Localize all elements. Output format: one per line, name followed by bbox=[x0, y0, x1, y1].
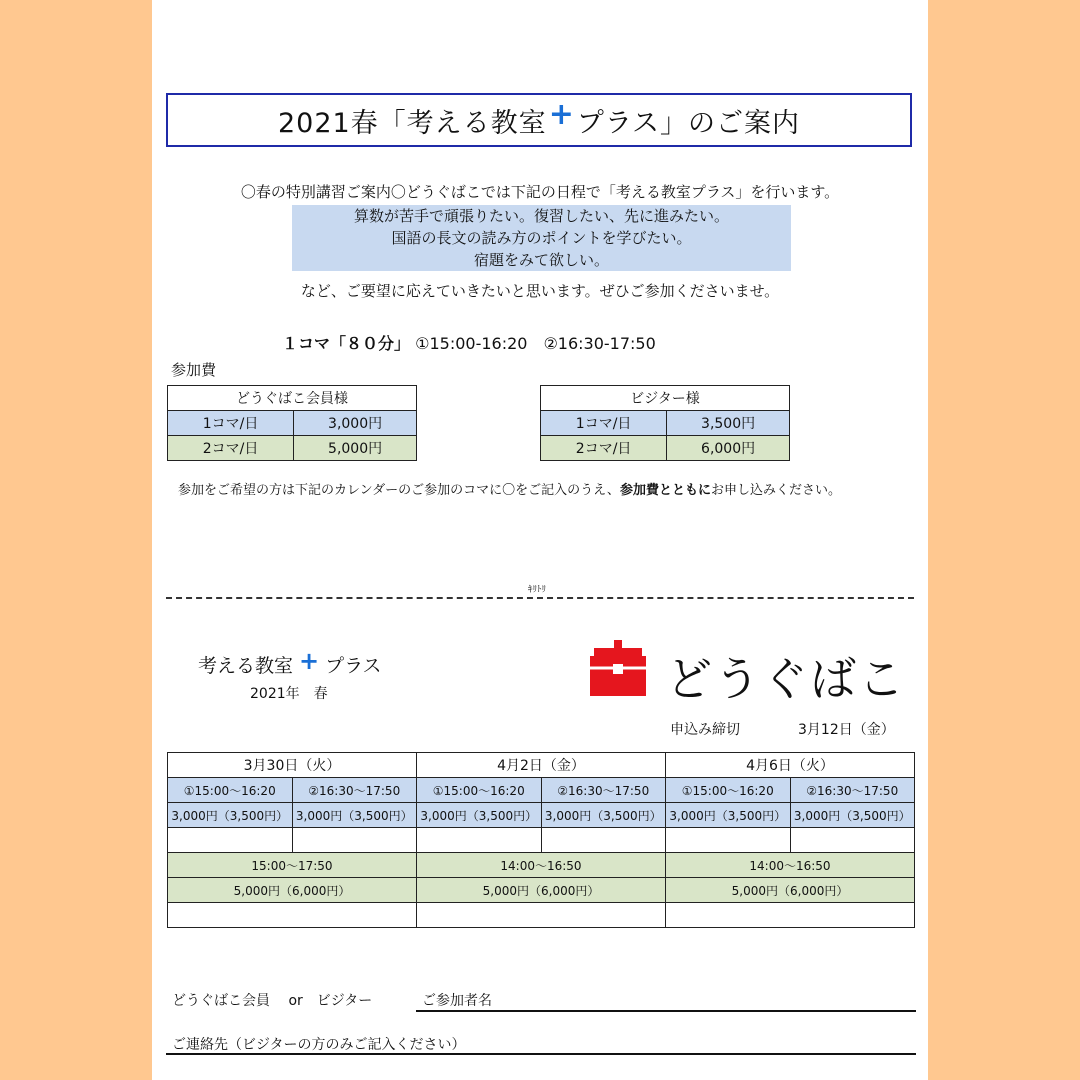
member-fee-header: どうぐばこ会員様 bbox=[168, 386, 417, 411]
toolbox-logo-icon bbox=[588, 638, 648, 698]
check-cell[interactable] bbox=[417, 828, 542, 853]
check-cell[interactable] bbox=[292, 828, 417, 853]
plus-icon: + bbox=[299, 647, 320, 675]
title-text-post: プラス」のご案内 bbox=[576, 107, 801, 139]
fee-cell: 3,000円 bbox=[294, 411, 417, 436]
application-note: 参加をご希望の方は下記のカレンダーのご参加のコマに〇をご記入のうえ、参加費とともにお申し込みください。 bbox=[178, 483, 841, 498]
highlight-box bbox=[292, 205, 791, 271]
double-price-cell: 5,000円（6,000円） bbox=[666, 878, 915, 903]
closing-text: など、ご要望に応えていきたいと思います。ぜひご参加くださいませ。 bbox=[300, 282, 780, 300]
logo-text: どうぐばこ bbox=[666, 652, 906, 706]
form-title: 考える教室 + プラス bbox=[198, 647, 382, 677]
check-cell[interactable] bbox=[666, 903, 915, 928]
date-header: 4月6日（火） bbox=[666, 753, 915, 778]
check-cell[interactable] bbox=[168, 828, 293, 853]
slot-cell: ①15:00～16:20 bbox=[417, 778, 542, 803]
check-cell[interactable] bbox=[417, 903, 666, 928]
session-label: １コマ「８０分」 bbox=[282, 334, 411, 353]
double-price-cell: 5,000円（6,000円） bbox=[417, 878, 666, 903]
fee-cell: 2コマ/日 bbox=[168, 436, 294, 461]
contact-field-line[interactable] bbox=[166, 1053, 916, 1055]
page-title bbox=[166, 93, 912, 147]
highlight-line: 宿題をみて欲しい。 bbox=[473, 251, 609, 269]
intro-text: 〇春の特別講習ご案内〇どうぐばこでは下記の日程で「考える教室プラス」を行います。 bbox=[240, 183, 840, 201]
visitor-fee-header: ビジター様 bbox=[541, 386, 790, 411]
slot-cell: ②16:30～17:50 bbox=[541, 778, 666, 803]
date-header: 4月2日（金） bbox=[417, 753, 666, 778]
check-cell[interactable] bbox=[541, 828, 666, 853]
name-field-line[interactable] bbox=[416, 1010, 916, 1012]
plus-icon: + bbox=[548, 96, 575, 132]
double-slot-time: 14:00～16:50 bbox=[417, 853, 666, 878]
contact-label: ご連絡先（ビジターの方のみご記入ください） bbox=[172, 1037, 466, 1053]
slot-cell: ②16:30～17:50 bbox=[790, 778, 915, 803]
price-cell: 3,000円（3,500円） bbox=[666, 803, 791, 828]
title-text-pre: 2021春「考える教室 bbox=[277, 107, 547, 139]
double-slot-time: 15:00～17:50 bbox=[168, 853, 417, 878]
cut-line bbox=[166, 597, 914, 599]
fee-cell: 6,000円 bbox=[667, 436, 790, 461]
visitor-fee-table bbox=[540, 385, 790, 461]
check-cell[interactable] bbox=[666, 828, 791, 853]
check-cell[interactable] bbox=[168, 903, 417, 928]
price-cell: 3,000円（3,500円） bbox=[790, 803, 915, 828]
double-price-cell: 5,000円（6,000円） bbox=[168, 878, 417, 903]
price-cell: 3,000円（3,500円） bbox=[292, 803, 417, 828]
session-times: ①15:00-16:20 ②16:30-17:50 bbox=[415, 334, 656, 353]
deadline-label: 申込み締切 bbox=[670, 722, 740, 738]
calendar-table bbox=[167, 752, 915, 928]
deadline-date: 3月12日（金） bbox=[798, 722, 895, 738]
fee-cell: 1コマ/日 bbox=[168, 411, 294, 436]
fee-cell: 2コマ/日 bbox=[541, 436, 667, 461]
slot-cell: ①15:00～16:20 bbox=[666, 778, 791, 803]
fee-label: 参加費 bbox=[171, 361, 217, 379]
double-slot-time: 14:00～16:50 bbox=[666, 853, 915, 878]
fee-cell: 3,500円 bbox=[667, 411, 790, 436]
session-info bbox=[282, 331, 656, 354]
price-cell: 3,000円（3,500円） bbox=[417, 803, 542, 828]
fee-cell: 5,000円 bbox=[294, 436, 417, 461]
date-header: 3月30日（火） bbox=[168, 753, 417, 778]
highlight-line: 算数が苦手で頑張りたい。復習したい、先に進みたい。 bbox=[353, 207, 729, 225]
flyer-page bbox=[152, 0, 928, 1080]
fee-cell: 1コマ/日 bbox=[541, 411, 667, 436]
slot-cell: ①15:00～16:20 bbox=[168, 778, 293, 803]
price-cell: 3,000円（3,500円） bbox=[168, 803, 293, 828]
form-year: 2021年 春 bbox=[250, 686, 328, 702]
cut-label: ｷﾘﾄﾘ bbox=[528, 585, 547, 595]
highlight-line: 国語の長文の読み方のポイントを学びたい。 bbox=[391, 229, 692, 247]
price-cell: 3,000円（3,500円） bbox=[541, 803, 666, 828]
member-fee-table bbox=[167, 385, 417, 461]
member-type-label: どうぐばこ会員 or ビジター bbox=[172, 993, 373, 1009]
participant-name-label: ご参加者名 bbox=[422, 993, 492, 1009]
check-cell[interactable] bbox=[790, 828, 915, 853]
slot-cell: ②16:30～17:50 bbox=[292, 778, 417, 803]
